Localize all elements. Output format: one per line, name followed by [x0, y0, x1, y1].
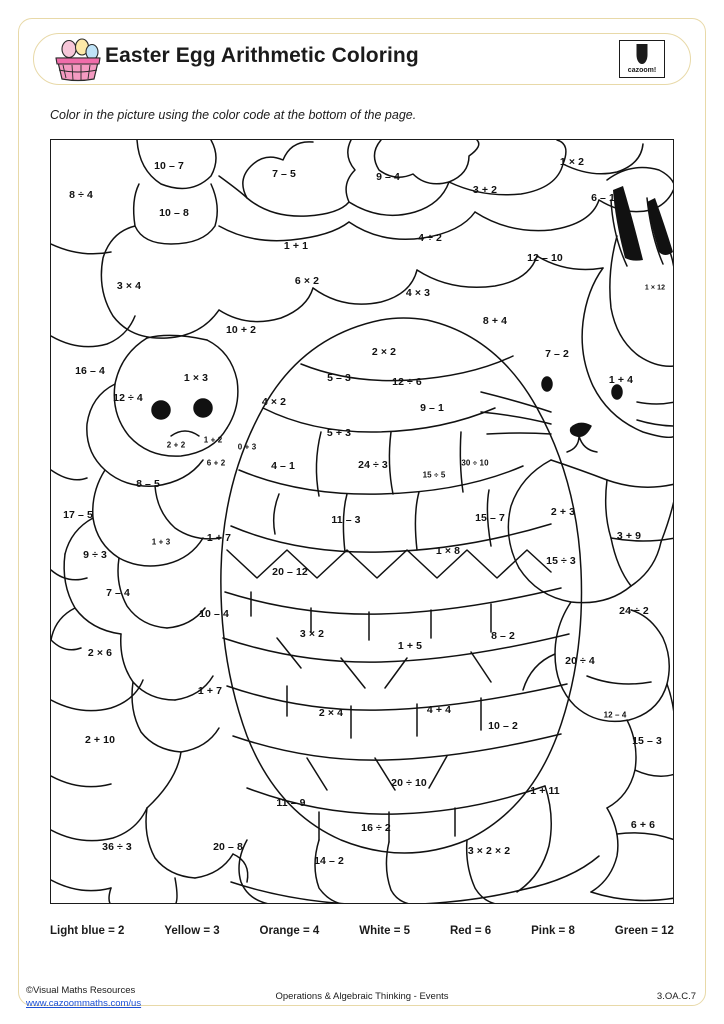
color-key: [50, 925, 674, 937]
puzzle-cell-label: 11 – 3: [331, 514, 361, 526]
puzzle-cell-label: 7 – 4: [106, 587, 130, 599]
puzzle-cell-label: 20 – 12: [272, 566, 308, 578]
puzzle-cell-label: 30 ÷ 10: [461, 458, 489, 468]
puzzle-cell-label: 10 + 2: [225, 324, 257, 336]
puzzle-cell-label: 24 ÷ 2: [619, 605, 649, 617]
puzzle-cell-label: 9 – 1: [420, 402, 444, 414]
key-item-pink: Pink = 8: [531, 925, 575, 937]
puzzle-cell-label: 3 + 2: [472, 184, 498, 196]
page-title: Easter Egg Arithmetic Coloring: [105, 44, 419, 67]
puzzle-cell-label: 14 – 2: [314, 855, 344, 867]
puzzle-cell-label: 12 ÷ 6: [392, 376, 422, 388]
key-item-white: White = 5: [359, 925, 411, 937]
puzzle-cell-label: 8 ÷ 4: [69, 189, 93, 201]
logo-label: cazoom!: [627, 67, 657, 74]
puzzle-cell-label: 5 – 3: [327, 372, 351, 384]
key-item-light-blue: Light blue = 2: [50, 925, 125, 937]
puzzle-cell-label: 12 ÷ 4: [113, 392, 143, 404]
puzzle-cell-label: 7 – 2: [545, 348, 569, 360]
puzzle-cell-label: 3 + 9: [616, 530, 642, 542]
cazoom-logo: [619, 40, 665, 78]
puzzle-cell-label: 16 – 4: [75, 365, 105, 377]
puzzle-cell-label: 1 × 3: [183, 372, 209, 384]
puzzle-cell-label: 2 × 2: [371, 346, 397, 358]
key-item-green: Green = 12: [614, 925, 674, 937]
puzzle-cell-label: 12 – 4: [603, 710, 627, 720]
key-item-red: Red = 6: [449, 925, 492, 937]
puzzle-cell-label: 8 + 4: [482, 315, 508, 327]
puzzle-cell-label: 5 + 3: [326, 427, 352, 439]
puzzle-cell-label: 17 – 5: [63, 509, 93, 521]
puzzle-cell-label: 6 + 6: [630, 819, 656, 831]
puzzle-cell-label: 20 – 8: [213, 841, 243, 853]
puzzle-cell-label: 4 – 1: [271, 460, 295, 472]
puzzle-cell-label: 10 – 7: [154, 160, 184, 172]
puzzle-line-art: [51, 140, 674, 904]
standard-code: 3.OA.C.7: [656, 991, 696, 1002]
puzzle-cell-label: 2 + 10: [84, 734, 116, 746]
puzzle-cell-label: 2 × 4: [318, 707, 344, 719]
puzzle-cell-label: 2 + 2: [166, 440, 186, 450]
puzzle-cell-label: 1 × 2: [559, 156, 585, 168]
instruction-text: Color in the picture using the color code at the bottom of the page.: [50, 108, 417, 122]
puzzle-cell-label: 1 + 7: [197, 685, 223, 697]
puzzle-cell-label: 10 – 2: [488, 720, 518, 732]
key-item-orange: Orange = 4: [259, 925, 320, 937]
puzzle-cell-label: 2 + 3: [550, 506, 576, 518]
coloring-puzzle: [50, 139, 674, 904]
puzzle-cell-label: 10 – 4: [199, 608, 229, 620]
logo-glyph-icon: [637, 44, 648, 64]
puzzle-cell-label: 3 × 2 × 2: [467, 845, 511, 857]
puzzle-cell-label: 1 + 11: [530, 785, 560, 797]
website-link[interactable]: www.cazoommaths.com/us: [26, 998, 142, 1009]
puzzle-cell-label: 15 – 3: [632, 735, 662, 747]
puzzle-cell-label: 7 – 5: [272, 168, 296, 180]
standard-description: Operations & Algebraic Thinking - Events: [275, 991, 449, 1002]
puzzle-cell-label: 4 + 4: [426, 704, 452, 716]
puzzle-cell-label: 0 + 3: [237, 442, 257, 452]
puzzle-cell-label: 1 + 3: [151, 537, 171, 547]
puzzle-cell-label: 6 – 1: [591, 192, 615, 204]
puzzle-cell-label: 16 ÷ 2: [361, 822, 391, 834]
key-item-yellow: Yellow = 3: [164, 925, 220, 937]
easter-basket-icon: [52, 36, 104, 82]
puzzle-cell-label: 1 × 12: [644, 284, 666, 292]
page-footer: [22, 982, 702, 1020]
puzzle-cell-label: 6 × 2: [294, 275, 320, 287]
puzzle-cell-label: 9 ÷ 3: [83, 549, 107, 561]
puzzle-cell-label: 11 – 9: [276, 797, 306, 809]
puzzle-cell-label: 1 + 1: [283, 240, 309, 252]
puzzle-cell-label: 15 ÷ 5: [422, 470, 446, 480]
puzzle-cell-label: 9 – 4: [376, 171, 400, 183]
puzzle-cell-label: 10 – 8: [159, 207, 189, 219]
puzzle-cell-label: 1 × 8: [435, 545, 461, 557]
puzzle-cell-label: 2 × 6: [87, 647, 113, 659]
puzzle-cell-label: 1 + 5: [397, 640, 423, 652]
puzzle-cell-label: 3 × 2: [299, 628, 325, 640]
puzzle-cell-label: 1 + 2: [203, 435, 223, 445]
puzzle-cell-label: 8 – 2: [491, 630, 515, 642]
puzzle-cell-label: 15 ÷ 3: [546, 555, 576, 567]
puzzle-cell-label: 1 + 4: [608, 374, 634, 386]
puzzle-cell-label: 3 × 4: [116, 280, 142, 292]
puzzle-cell-label: 20 ÷ 4: [565, 655, 595, 667]
puzzle-cell-label: 4 × 2: [261, 396, 287, 408]
puzzle-cell-label: 24 ÷ 3: [358, 459, 388, 471]
puzzle-cell-label: 36 ÷ 3: [102, 841, 132, 853]
puzzle-cell-label: 4 ÷ 2: [418, 232, 442, 244]
puzzle-cell-label: 12 – 10: [527, 252, 563, 264]
copyright-text: ©Visual Maths Resources: [26, 985, 136, 996]
puzzle-cell-label: 4 × 3: [405, 287, 431, 299]
puzzle-cell-label: 15 – 7: [475, 512, 505, 524]
puzzle-cell-label: 6 + 2: [206, 458, 226, 468]
puzzle-cell-label: 8 – 5: [136, 478, 160, 490]
puzzle-cell-label: 1 + 7: [206, 532, 232, 544]
puzzle-cell-label: 20 ÷ 10: [391, 777, 427, 789]
